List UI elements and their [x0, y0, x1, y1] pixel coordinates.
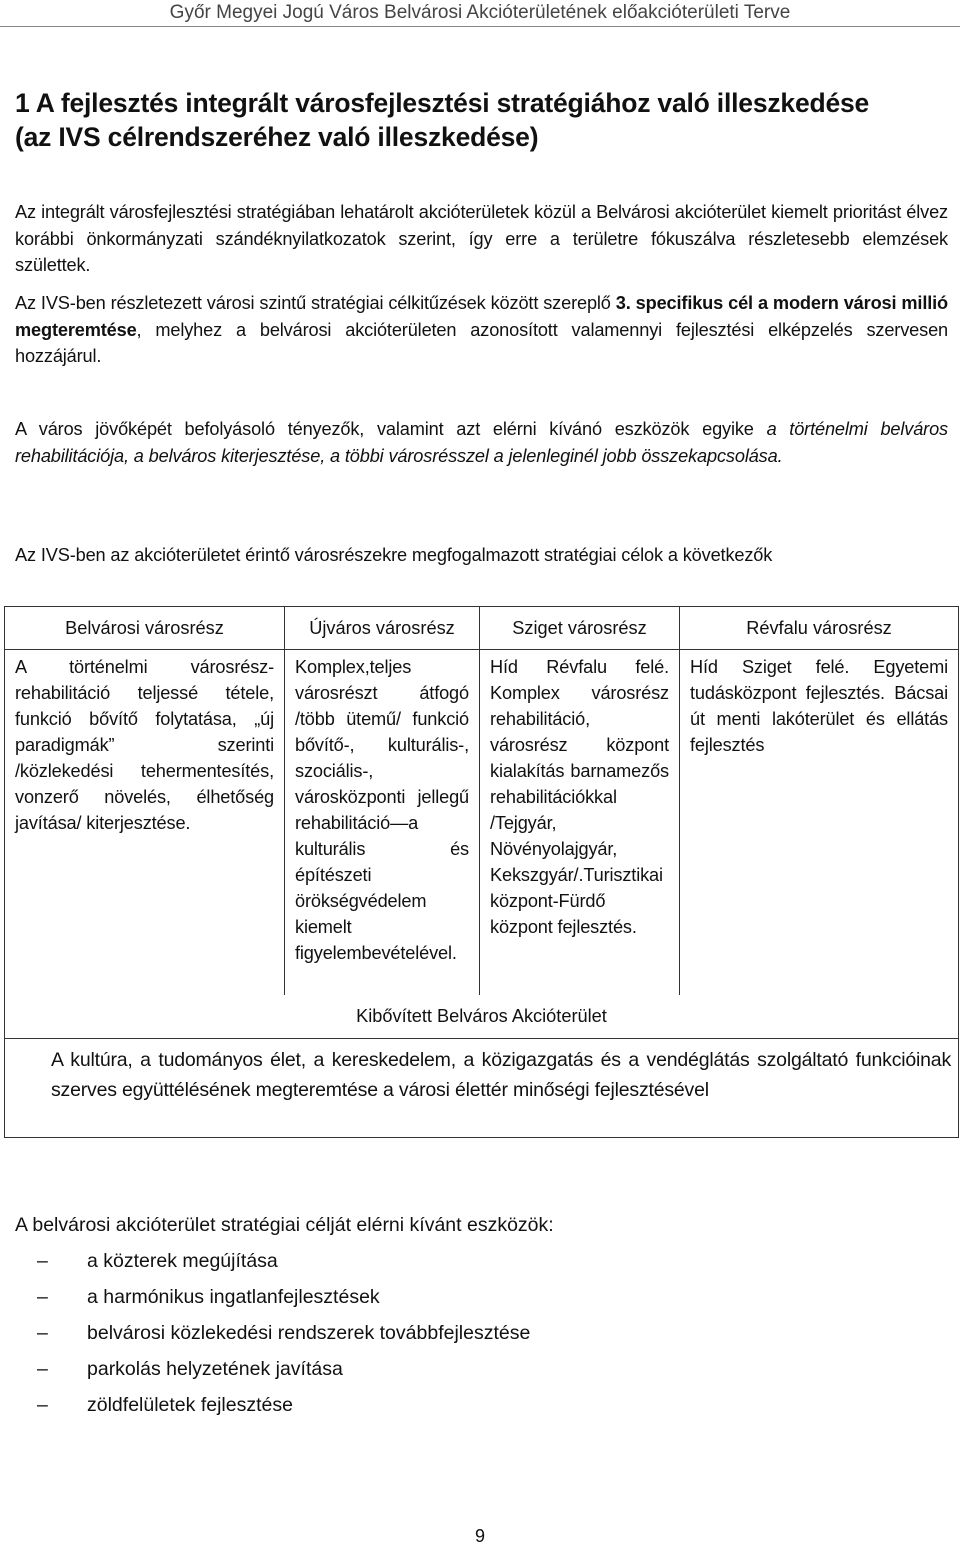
table-cell-sziget [480, 650, 680, 995]
running-header: Győr Megyei Jogú Város Belvárosi Akcióterületének előakcióterületi Terve [0, 0, 960, 27]
table-cell-revfalu [680, 650, 958, 995]
table-cell-belvaros [5, 650, 285, 995]
list-item-text: a harmónikus ingatlanfejlesztések [87, 1286, 380, 1308]
intro-paragraph-4: Az IVS-ben az akcióterületet érintő városrészekre megfogalmazott stratégiai célok a következők [15, 545, 773, 565]
section-heading [15, 86, 945, 154]
dash-bullet: – [37, 1394, 48, 1416]
dash-bullet: – [37, 1322, 48, 1344]
heading-line-2: (az IVS célrendszeréhez való illeszkedése) [15, 122, 539, 152]
dash-bullet: – [37, 1358, 48, 1380]
divider [5, 1038, 958, 1039]
tools-list [15, 1212, 945, 1428]
p2-bold-goal: 3. specifikus cél a modern városi millió megteremtése [15, 293, 948, 340]
extended-area-title: Kibővített Belváros Akcióterület [356, 1006, 607, 1026]
list-item-text: a közterek megújítása [87, 1250, 278, 1272]
p2-text-c: , melyhez a belvárosi akcióterületen azonosított valamennyi fejlesztési elképzelés szervesen hozzájárul. [15, 319, 948, 366]
table-header-row [5, 607, 958, 650]
intro-paragraph-2 [15, 290, 948, 370]
list-item [15, 1392, 945, 1428]
list-item-text: parkolás helyzetének javítása [87, 1358, 343, 1380]
cell-text: Híd Sziget felé. Egyetemi tudásközpont fejlesztés. Bácsai út menti lakóterület és ellátás fejlesztés [690, 657, 948, 755]
cell-text: Híd Révfalu felé. Komplex városrész rehabilitáció, városrész központ kialakítás barnamezős rehabilitációkkal /Tejgyár, Növényolajgyár, Kekszgyár/.Turisztikai központ-Fürdő központ fejlesztés. [490, 657, 669, 937]
list-item [15, 1248, 945, 1284]
table-header-revfalu: Révfalu városrész [746, 618, 892, 638]
tools-list-title: A belvárosi akcióterület stratégiai célját elérni kívánt eszközök: [15, 1214, 554, 1236]
cell-text: Komplex,teljes városrészt átfogó /több ütemű/ funkció bővítő-, kulturális-, szociális-, városközponti jellegű rehabilitáció—a kulturális és építészeti örökségvédelem kiemelt figyelembevételével. [295, 657, 469, 963]
extended-area-text: A kultúra, a tudományos élet, a kereskedelem, a közigazgatás és a vendéglátás szolgáltató funkcióinak szerves együttélésének megteremtése a városi élettér minőségi fejlesztésével [51, 1049, 951, 1101]
p2-text-a: Az IVS-ben részletezett városi szintű stratégiai célkitűzések között szereplő [15, 293, 616, 313]
list-item-text: belvárosi közlekedési rendszerek továbbfejlesztése [87, 1322, 531, 1344]
strategy-table [4, 606, 959, 1138]
table-header-sziget: Sziget városrész [480, 607, 680, 649]
list-item [15, 1356, 945, 1392]
list-item-text: zöldfelületek fejlesztése [87, 1394, 293, 1416]
p3-text-a: A város jövőképét befolyásoló tényezők, valamint azt elérni kívánó eszközök egyike [15, 419, 767, 439]
list-item [15, 1320, 945, 1356]
list-item [15, 1284, 945, 1320]
table-cell-ujvaros [285, 650, 480, 995]
p3-italic-text: a történelmi belváros rehabilitációja, a belváros kiterjesztése, a többi városrésszel a jelenleginél jobb összekapcsolása. [15, 419, 948, 466]
dash-bullet: – [37, 1286, 48, 1308]
intro-paragraph-3 [15, 416, 948, 469]
heading-line-1: 1 A fejlesztés integrált városfejlesztési stratégiához való illeszkedése [15, 88, 870, 118]
page-number: 9 [474, 1526, 485, 1546]
table-header-ujvaros: Újváros városrész [285, 607, 480, 649]
intro-paragraph-1: Az integrált városfejlesztési stratégiában lehatárolt akcióterületek közül a Belvárosi akcióterület kiemelt prioritást élvez korábbi önkormányzati szándéknyilatkozatok szerint, így erre a területre fókuszálva részletesebb elemzések születtek. [15, 202, 948, 275]
table-header-belvaros: Belvárosi városrész [5, 607, 285, 649]
cell-text: A történelmi városrész-rehabilitáció teljessé tétele, funkció bővítő folytatása, „új paradigmák” szerinti /közlekedési tehermentesítés, vonzerő növelés, élhetőség javítása/ kiterjesztése. [15, 657, 274, 833]
dash-bullet: – [37, 1250, 48, 1272]
